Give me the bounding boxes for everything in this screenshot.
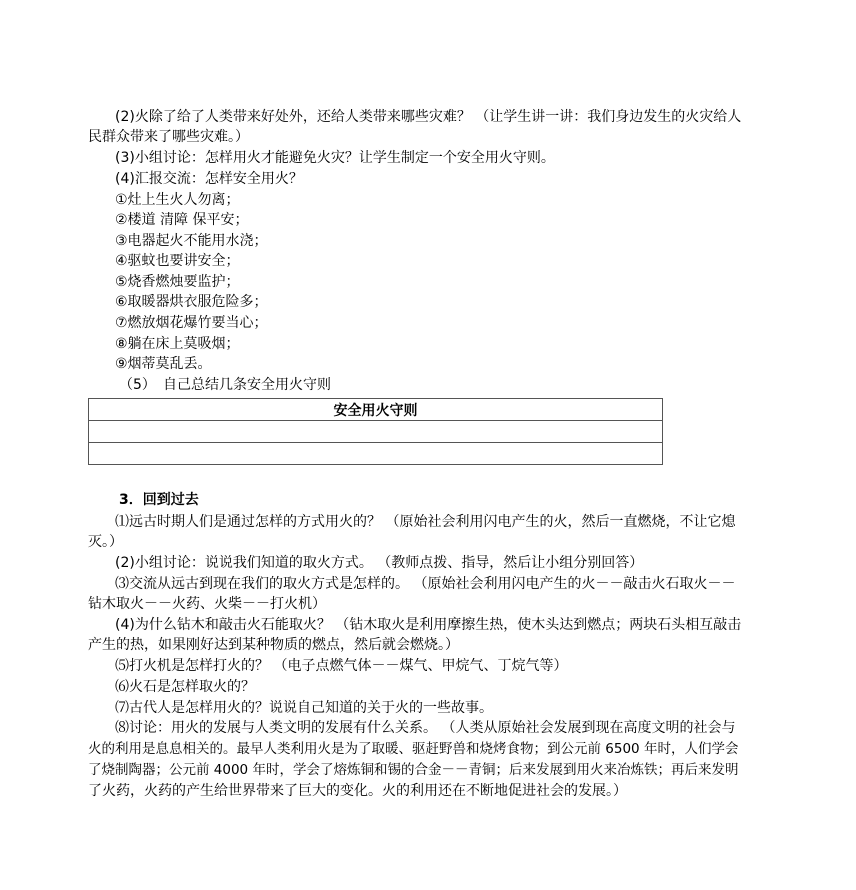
- s3-question-4-line-1: (4)为什么钻木和敲击火石能取火？ （钻木取火是利用摩擦生热，使木头达到燃点；两块石头相互敲击: [115, 617, 742, 633]
- s3-question-8-line-1: ⑻讨论：用火的发展与人类文明的发展有什么关系。 （人类从原始社会发展到现在高度文明的社会与: [115, 720, 736, 736]
- s3-question-1-line-1: ⑴远古时期人们是通过怎样的方式用火的？ （原始社会利用闪电产生的火，然后一直燃烧，不让它熄: [115, 514, 736, 530]
- s3-question-4-line-2: 产生的热，如果刚好达到某种物质的燃点，然后就会燃烧。）: [88, 637, 459, 653]
- s3-question-1-line-2: 灭。）: [88, 534, 123, 550]
- question-2-line-2: 民群众带来了哪些灾难。）: [88, 129, 249, 145]
- question-3: (3)小组讨论：怎样用火才能避免火灾？让学生制定一个安全用火守则。: [115, 150, 555, 166]
- s3-question-6: ⑹火石是怎样取火的？: [115, 679, 255, 695]
- s3-question-8-line-4: 了火药，火药的产生给世界带来了巨大的变化。火的利用还在不断地促进社会的发展。）: [88, 783, 627, 799]
- s3-question-2: (2)小组讨论：说说我们知道的取火方式。 （教师点拨、指导，然后让小组分别回答）: [115, 555, 644, 571]
- fire-rule-item: ②楼道 清障 保平安；: [115, 212, 249, 228]
- s3-question-5: ⑸打火机是怎样打火的？ （电子点燃气体－－煤气、甲烷气、丁烷气等）: [115, 658, 568, 674]
- table-header: 安全用火守则: [89, 399, 663, 421]
- fire-rule-item: ⑤烧香燃烛要监护；: [115, 274, 240, 290]
- s3-question-3-line-1: ⑶交流从远古到现在我们的取火方式是怎样的。 （原始社会利用闪电产生的火－－敲击火石取火－－: [115, 576, 736, 592]
- fire-rule-item: ⑨烟蒂莫乱丢。: [115, 356, 212, 372]
- table-row-empty: [89, 443, 663, 465]
- question-2-line-1: (2)火除了给了人类带来好处外，还给人类带来哪些灾难？ （让学生讲一讲：我们身边发生的火灾给人: [115, 109, 742, 125]
- fire-rule-item: ③电器起火不能用水浇；: [115, 233, 268, 249]
- s3-question-8-line-3: 了烧制陶器；公元前 4000 年时，学会了熔炼铜和锡的合金－－青铜；后来发展到用火来冶炼铁；再后来发明: [88, 762, 739, 778]
- question-5-text: 自己总结几条安全用火守则: [163, 377, 331, 393]
- safety-rules-table: [88, 398, 663, 465]
- question-4: (4)汇报交流：怎样安全用火？: [115, 171, 303, 187]
- s3-question-3-line-2: 钻木取火－－火药、火柴－－打火机）: [88, 596, 326, 612]
- fire-rule-item: ④驱蚊也要讲安全；: [115, 253, 240, 269]
- s3-question-8-line-2: 火的利用是息息相关的。最早人类利用火是为了取暖、驱赶野兽和烧烤食物；到公元前 6500 年时，人们学会: [88, 741, 739, 757]
- fire-rule-item: ⑦燃放烟花爆竹要当心；: [115, 315, 268, 331]
- fire-rule-item: ⑥取暖器烘衣服危险多；: [115, 294, 268, 310]
- section-3-heading: 3．回到过去: [119, 492, 199, 508]
- fire-rule-item: ①灶上生火人勿离；: [115, 192, 240, 208]
- question-5-number: （5）: [119, 377, 156, 393]
- fire-rule-item: ⑧躺在床上莫吸烟；: [115, 336, 240, 352]
- s3-question-7: ⑺古代人是怎样用火的？说说自己知道的关于火的一些故事。: [115, 700, 493, 716]
- table-row-empty: [89, 421, 663, 443]
